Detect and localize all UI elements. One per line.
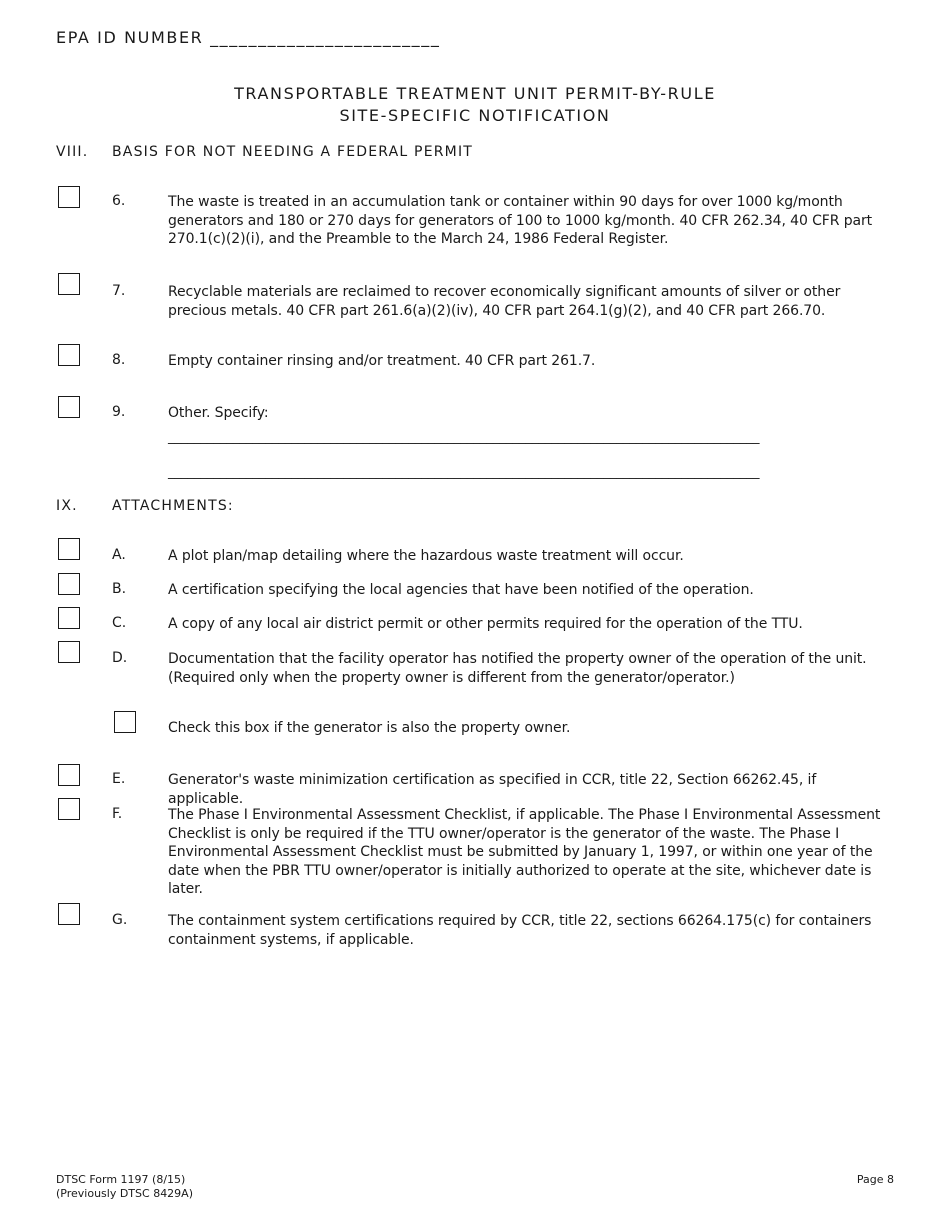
checkbox-attachment-g[interactable] — [58, 903, 80, 925]
checkbox-attachment-b[interactable] — [58, 573, 80, 595]
attachment-f-text: The Phase I Environmental Assessment Checklist, if applicable. The Phase I Environmental Assessment Checklist is only be required if the TTU owner/operator is the generator of the waste. The Phase I Environmental Assessment Checklist must be submitted by January 1, 1997, or within one year of the date when the PBR TTU owner/operator is initially authorized to operate at the site, whichever date is later. — [168, 807, 881, 897]
footer-page-number: Page 8 — [856, 1173, 894, 1186]
specify-line-1[interactable]: ___________________________________________________________________________________________ — [168, 430, 760, 445]
footer-form-number: DTSC Form 1197 (8/15) — [56, 1173, 186, 1186]
attachment-c-text: A copy of any local air district permit or other permits required for the operation of the TTU. — [168, 616, 803, 632]
checkbox-attachment-a[interactable] — [58, 538, 80, 560]
attachment-e-text: Generator's waste minimization certification as specified in CCR, title 22, Section 66262.45, if applicable. — [168, 772, 817, 807]
checkbox-item-9[interactable] — [58, 396, 80, 418]
checkbox-attachment-f[interactable] — [58, 798, 80, 820]
attachment-b-letter: B. — [112, 581, 127, 597]
attachment-a-letter: A. — [112, 547, 126, 563]
item-9-text: Other. Specify: — [168, 405, 269, 421]
item-6-text: The waste is treated in an accumulation tank or container within 90 days for over 1000 kg/month generators and 180 or 270 days for generators of 100 to 1000 kg/month. 40 CFR 262.34, 40 CFR part 270.1(c)(2)(i), and the Preamble to the March 24, 1986 Federal Register. — [168, 194, 873, 247]
attachment-f-letter: F. — [112, 806, 123, 822]
item-9-number: 9. — [112, 404, 126, 420]
checkbox-attachment-c[interactable] — [58, 607, 80, 629]
attachment-e-letter: E. — [112, 771, 126, 787]
section-ix-heading: ATTACHMENTS: — [112, 498, 234, 514]
form-title-line-1: TRANSPORTABLE TREATMENT UNIT PERMIT-BY-RULE — [234, 84, 716, 103]
form-title-line-2: SITE-SPECIFIC NOTIFICATION — [339, 106, 611, 125]
attachment-g-letter: G. — [112, 912, 128, 928]
specify-line-2[interactable]: ___________________________________________________________________________________________ — [168, 465, 760, 480]
attachment-d-text: Documentation that the facility operator has notified the property owner of the operation of the unit. (Required only when the property owner is different from the generator/operator.) — [168, 651, 867, 686]
attachment-d-letter: D. — [112, 650, 128, 666]
footer-previous-form: (Previously DTSC 8429A) — [56, 1187, 194, 1200]
attachment-g-text: The containment system certifications required by CCR, title 22, sections 66264.175(c) for containers containment systems, if applicable. — [168, 913, 872, 948]
checkbox-item-7[interactable] — [58, 273, 80, 295]
checkbox-item-6[interactable] — [58, 186, 80, 208]
item-7-number: 7. — [112, 283, 126, 299]
checkbox-attachment-e[interactable] — [58, 764, 80, 786]
attachment-c-letter: C. — [112, 615, 127, 631]
checkbox-attachment-d[interactable] — [58, 641, 80, 663]
checkbox-item-8[interactable] — [58, 344, 80, 366]
item-8-text: Empty container rinsing and/or treatment. 40 CFR part 261.7. — [168, 353, 596, 369]
attachment-b-text: A certification specifying the local agencies that have been notified of the operation. — [168, 582, 754, 598]
checkbox-generator-is-owner[interactable] — [114, 711, 136, 733]
attachment-a-text: A plot plan/map detailing where the hazardous waste treatment will occur. — [168, 548, 684, 564]
generator-is-owner-text: Check this box if the generator is also the property owner. — [168, 720, 571, 736]
section-viii-numeral: VIII. — [56, 144, 89, 160]
item-7-text: Recyclable materials are reclaimed to recover economically significant amounts of silver or other precious metals. 40 CFR part 261.6(a)(2)(iv), 40 CFR part 264.1(g)(2), and 40 CFR part 266.70. — [168, 284, 841, 319]
item-6-number: 6. — [112, 193, 126, 209]
section-ix-numeral: IX. — [56, 498, 78, 514]
epa-id-number-field[interactable]: EPA ID NUMBER ________________________ — [56, 28, 441, 47]
section-viii-heading: BASIS FOR NOT NEEDING A FEDERAL PERMIT — [112, 144, 474, 160]
item-8-number: 8. — [112, 352, 126, 368]
